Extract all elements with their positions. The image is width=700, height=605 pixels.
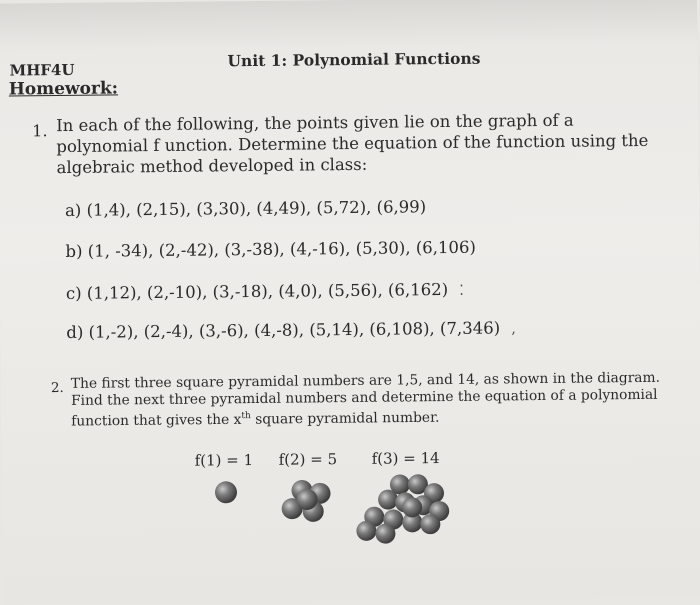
- pencil-mark: ,: [511, 321, 516, 338]
- unit-title: Unit 1: Polynomial Functions: [227, 48, 481, 71]
- label-f2: f(2) = 5: [278, 450, 338, 469]
- course-code: MHF4U: [9, 60, 75, 80]
- label-f1: f(1) = 1: [194, 451, 254, 470]
- prompt-text-end: square pyramidal number.: [250, 409, 440, 428]
- prompt-text: The first three square pyramidal numbers are 1,5, and 14, as shown in the diagram. Find the next three pyramidal numbers and determine the equation of a polynomial function that gives the x: [70, 369, 661, 430]
- label-f3: f(3) = 14: [371, 449, 440, 468]
- question-1-prompt: In each of the following, the points given lie on the graph of a polynomial f unction. Determine the equation of the function using the algebraic method developed in class:: [56, 110, 649, 178]
- part-label: c): [65, 283, 82, 303]
- homework-heading: Homework:: [8, 78, 119, 100]
- question-2-number: 2.: [50, 380, 64, 397]
- pyramid-5-balls: [281, 480, 330, 523]
- pyramid-1-ball: [215, 481, 237, 503]
- part-label: d): [66, 322, 84, 342]
- part-label: b): [65, 241, 83, 261]
- pyramid-14-balls: [356, 474, 450, 544]
- part-points: (1,-2), (2,-4), (3,-6), (4,-8), (5,14), (6,108), (7,346): [88, 318, 501, 342]
- part-points: (1, -34), (2,-42), (3,-38), (4,-16), (5,30), (6,106): [87, 237, 476, 261]
- pencil-mark: ⁚: [459, 282, 464, 299]
- part-points: (1,4), (2,15), (3,30), (4,49), (5,72), (6,99): [86, 197, 427, 220]
- part-points: (1,12), (2,-10), (3,-18), (4,0), (5,56), (6,162): [86, 279, 449, 303]
- part-label: a): [64, 200, 82, 220]
- question-1-number: 1.: [32, 121, 48, 141]
- superscript-th: th: [241, 411, 251, 422]
